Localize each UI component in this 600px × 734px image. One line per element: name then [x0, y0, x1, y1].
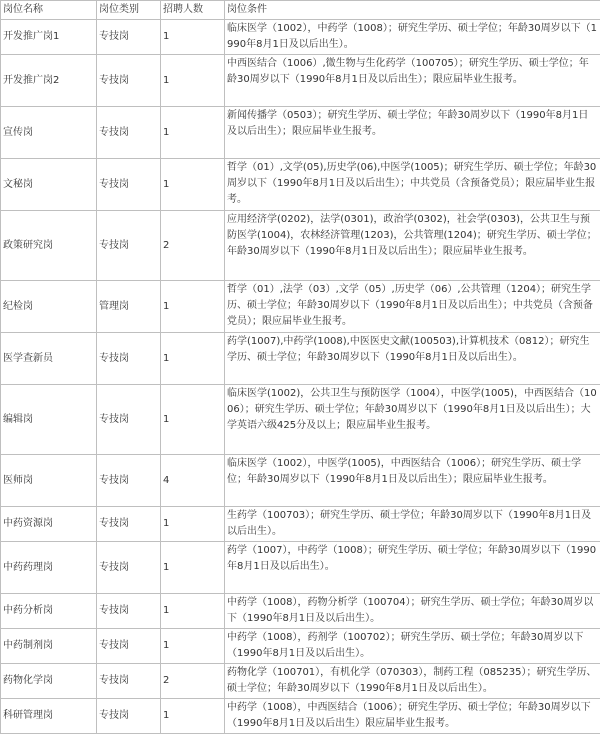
- position-category-cell: 专技岗: [97, 211, 161, 281]
- headcount-cell: 4: [161, 455, 225, 507]
- conditions-cell: 应用经济学(0202)，法学(0301)，政治学(0302)，社会学(0303)，公共卫生与预防医学(1004)，农林经济管理(1203)，公共管理(1204)；研究生学历、硕士学位；年龄30周岁以下（1990年8月1日及以后出生）；限应届毕业生报考。: [225, 211, 600, 281]
- header-headcount: 招聘人数: [161, 1, 225, 20]
- position-name-cell: 开发推广岗2: [1, 55, 97, 107]
- headcount-cell: 1: [161, 507, 225, 542]
- headcount-cell: 1: [161, 542, 225, 594]
- header-position-category: 岗位类别: [97, 1, 161, 20]
- table-row: [1, 594, 600, 629]
- position-name-cell: 编辑岗: [1, 385, 97, 455]
- conditions-cell: 药学(1007),中药学(1008),中医医史文献(100503),计算机技术（0812）；研究生学历、硕士学位；年龄30周岁以下（1990年8月1日及以后出生）。: [225, 333, 600, 385]
- conditions-cell: 临床医学(1002)，公共卫生与预防医学（1004），中医学(1005)，中西医结合（1006）；研究生学历、硕士学位；年龄30周岁以下（1990年8月1日及以后出生）；大学英语六级425分及以上；限应届毕业生报考。: [225, 385, 600, 455]
- headcount-cell: 1: [161, 629, 225, 664]
- header-conditions: 岗位条件: [225, 1, 600, 20]
- position-category-cell: 专技岗: [97, 333, 161, 385]
- conditions-cell: 药物化学（100701），有机化学（070303），制药工程（085235）；研究生学历、硕士学位；年龄30周岁以下（1990年8月1日及以后出生）。: [225, 664, 600, 699]
- position-name-cell: 医师岗: [1, 455, 97, 507]
- header-position-name: 岗位名称: [1, 1, 97, 20]
- position-category-cell: 专技岗: [97, 20, 161, 55]
- headcount-cell: 2: [161, 211, 225, 281]
- position-category-cell: 专技岗: [97, 455, 161, 507]
- position-name-cell: 科研管理岗: [1, 699, 97, 734]
- conditions-cell: 药学（1007），中药学（1008）；研究生学历、硕士学位；年龄30周岁以下（1990年8月1日及以后出生）。: [225, 542, 600, 594]
- table-row: [1, 333, 600, 385]
- headcount-cell: 2: [161, 664, 225, 699]
- headcount-cell: 1: [161, 55, 225, 107]
- position-category-cell: 专技岗: [97, 55, 161, 107]
- conditions-cell: 中药学（1008），药剂学（100702）；研究生学历、硕士学位；年龄30周岁以下（1990年8月1日及以后出生）。: [225, 629, 600, 664]
- headcount-cell: 1: [161, 107, 225, 159]
- position-name-cell: 宣传岗: [1, 107, 97, 159]
- table-row: [1, 20, 600, 55]
- conditions-cell: 临床医学（1002），中药学（1008）；研究生学历、硕士学位；年龄30周岁以下（1990年8月1日及以后出生）。: [225, 20, 600, 55]
- position-name-cell: 政策研究岗: [1, 211, 97, 281]
- table-row: [1, 507, 600, 542]
- table-row: [1, 211, 600, 281]
- table-row: [1, 281, 600, 333]
- headcount-cell: 1: [161, 20, 225, 55]
- conditions-cell: 新闻传播学（0503）；研究生学历、硕士学位；年龄30周岁以下（1990年8月1日及以后出生）；限应届毕业生报考。: [225, 107, 600, 159]
- headcount-cell: 1: [161, 333, 225, 385]
- conditions-cell: 中西医结合（1006）,微生物与生化药学（100705）；研究生学历、硕士学位；年龄30周岁以下（1990年8月1日及以后出生）；限应届毕业生报考。: [225, 55, 600, 107]
- position-name-cell: 中药分析岗: [1, 594, 97, 629]
- position-name-cell: 药物化学岗: [1, 664, 97, 699]
- position-name-cell: 医学查新员: [1, 333, 97, 385]
- table-row: [1, 385, 600, 455]
- table-row: [1, 699, 600, 734]
- position-category-cell: 专技岗: [97, 664, 161, 699]
- headcount-cell: 1: [161, 594, 225, 629]
- position-category-cell: 专技岗: [97, 542, 161, 594]
- headcount-cell: 1: [161, 385, 225, 455]
- position-category-cell: 专技岗: [97, 159, 161, 211]
- position-category-cell: 专技岗: [97, 507, 161, 542]
- conditions-cell: 哲学（01）,文学(05),历史学(06),中医学(1005)；研究生学历、硕士学位；年龄30周岁以下（1990年8月1日及以后出生）；中共党员（含预备党员）；限应届毕业生报考。: [225, 159, 600, 211]
- table-header-row: [1, 1, 600, 20]
- position-category-cell: 专技岗: [97, 699, 161, 734]
- conditions-cell: 中药学（1008），中西医结合（1006）；研究生学历、硕士学位；年龄30周岁以下（1990年8月1日及以后出生）限应届毕业生报考。: [225, 699, 600, 734]
- table-row: [1, 455, 600, 507]
- table-row: [1, 107, 600, 159]
- position-name-cell: 开发推广岗1: [1, 20, 97, 55]
- headcount-cell: 1: [161, 699, 225, 734]
- conditions-cell: 临床医学（1002），中医学(1005)，中西医结合（1006）；研究生学历、硕士学位；年龄30周岁以下（1990年8月1日及以后出生）；限应届毕业生报考。: [225, 455, 600, 507]
- position-name-cell: 纪检岗: [1, 281, 97, 333]
- headcount-cell: 1: [161, 281, 225, 333]
- position-name-cell: 文秘岗: [1, 159, 97, 211]
- table-row: [1, 542, 600, 594]
- position-category-cell: 专技岗: [97, 629, 161, 664]
- table-row: [1, 629, 600, 664]
- table-row: [1, 664, 600, 699]
- conditions-cell: 中药学（1008），药物分析学（100704）；研究生学历、硕士学位；年龄30周岁以下（1990年8月1日及以后出生）。: [225, 594, 600, 629]
- conditions-cell: 哲学（01）,法学（03）,文学（05）,历史学（06）,公共管理（1204）；研究生学历、硕士学位；年龄30周岁以下（1990年8月1日及以后出生）；中共党员（含预备党员）；限应届毕业生报考。: [225, 281, 600, 333]
- position-name-cell: 中药药理岗: [1, 542, 97, 594]
- position-name-cell: 中药制剂岗: [1, 629, 97, 664]
- position-category-cell: 管理岗: [97, 281, 161, 333]
- headcount-cell: 1: [161, 159, 225, 211]
- position-category-cell: 专技岗: [97, 107, 161, 159]
- position-category-cell: 专技岗: [97, 594, 161, 629]
- table-row: [1, 159, 600, 211]
- position-category-cell: 专技岗: [97, 385, 161, 455]
- position-name-cell: 中药资源岗: [1, 507, 97, 542]
- table-row: [1, 55, 600, 107]
- conditions-cell: 生药学（100703）；研究生学历、硕士学位；年龄30周岁以下（1990年8月1日及以后出生）。: [225, 507, 600, 542]
